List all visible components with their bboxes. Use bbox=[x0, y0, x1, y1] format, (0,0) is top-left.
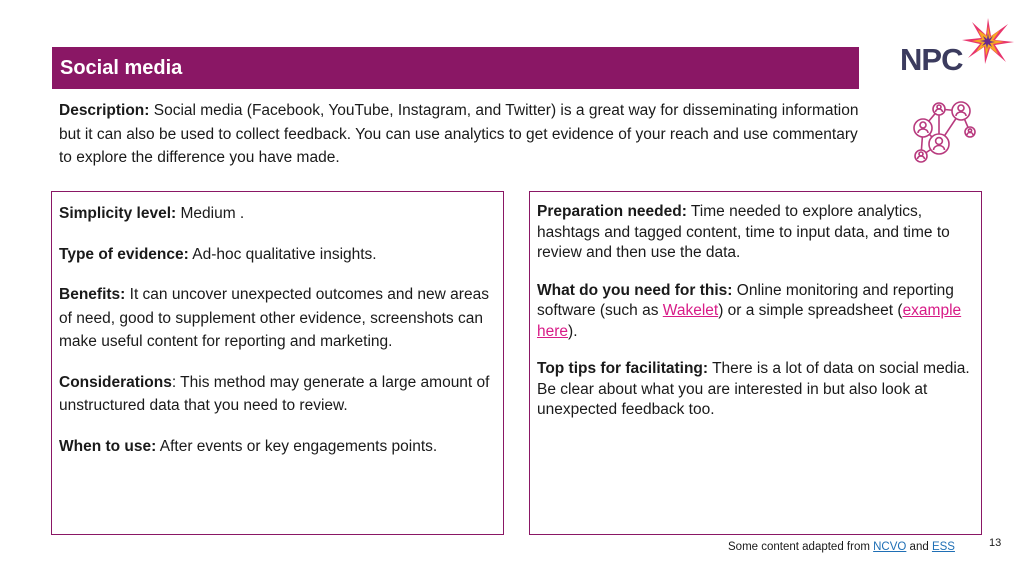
evidence-value: Ad-hoc qualitative insights. bbox=[188, 245, 377, 263]
benefits-line bbox=[59, 283, 496, 354]
right-info-panel bbox=[529, 191, 982, 535]
network-people-icon bbox=[903, 100, 979, 166]
left-info-panel bbox=[51, 191, 504, 535]
considerations-value: : This method may generate a large amount of unstructured data that you need to review. bbox=[59, 373, 490, 414]
need-value-1: Online monitoring and reporting software (such as bbox=[537, 281, 954, 319]
prep-line bbox=[537, 202, 974, 264]
simplicity-line bbox=[59, 202, 496, 226]
simplicity-value: Medium . bbox=[176, 205, 245, 222]
considerations-line bbox=[59, 371, 496, 418]
description-body: Social media (Facebook, YouTube, Instagram, and Twitter) is a great way for disseminating information but it can also be used to collect feedback. You can use analytics to get evidence of your reach and use commentary to explore the difference you have made. bbox=[59, 102, 859, 166]
considerations-label: Considerations bbox=[59, 373, 172, 391]
evidence-line bbox=[59, 243, 496, 267]
footer-text-2: and bbox=[906, 541, 932, 553]
slide-title-bar bbox=[52, 47, 859, 89]
tips-label: Top tips for facilitating: bbox=[537, 360, 709, 377]
logo-text: NPC bbox=[900, 42, 963, 77]
simplicity-label: Simplicity level: bbox=[59, 205, 177, 222]
benefits-value: It can uncover unexpected outcomes and new areas of need, good to supplement other evidence, screenshots can make useful content for reporting and marketing. bbox=[59, 286, 489, 350]
evidence-label: Type of evidence: bbox=[59, 245, 189, 263]
when-line bbox=[59, 435, 496, 459]
example-here-link[interactable]: example here bbox=[537, 302, 962, 340]
when-value: After events or key engagements points. bbox=[156, 437, 438, 455]
need-line bbox=[537, 281, 974, 343]
prep-value: Time needed to explore analytics, hashtags and tagged content, time to input data, and time to review and then use the data. bbox=[537, 203, 950, 261]
star-icon bbox=[960, 16, 1016, 66]
description-label: Description: bbox=[59, 102, 150, 119]
ncvo-link[interactable]: NCVO bbox=[873, 541, 907, 553]
description-text bbox=[59, 99, 859, 170]
need-label: What do you need for this: bbox=[537, 281, 733, 299]
npc-logo bbox=[900, 16, 1016, 78]
benefits-label: Benefits: bbox=[59, 286, 126, 303]
prep-label: Preparation needed: bbox=[537, 203, 687, 220]
page-number: 13 bbox=[989, 537, 1002, 549]
slide-title: Social media bbox=[60, 56, 183, 79]
tips-line bbox=[537, 359, 974, 421]
footer-credit bbox=[728, 541, 955, 553]
footer-text-1: Some content adapted from bbox=[728, 541, 874, 553]
ess-link[interactable]: ESS bbox=[931, 541, 955, 553]
need-value-2: ) or a simple spreadsheet ( bbox=[718, 302, 903, 319]
tips-value: There is a lot of data on social media. Be clear about what you are interested in but also look at unexpected feedback too. bbox=[537, 360, 970, 418]
wakelet-link[interactable]: Wakelet bbox=[662, 302, 719, 319]
need-value-3: ). bbox=[568, 322, 578, 340]
when-label: When to use: bbox=[59, 437, 157, 455]
